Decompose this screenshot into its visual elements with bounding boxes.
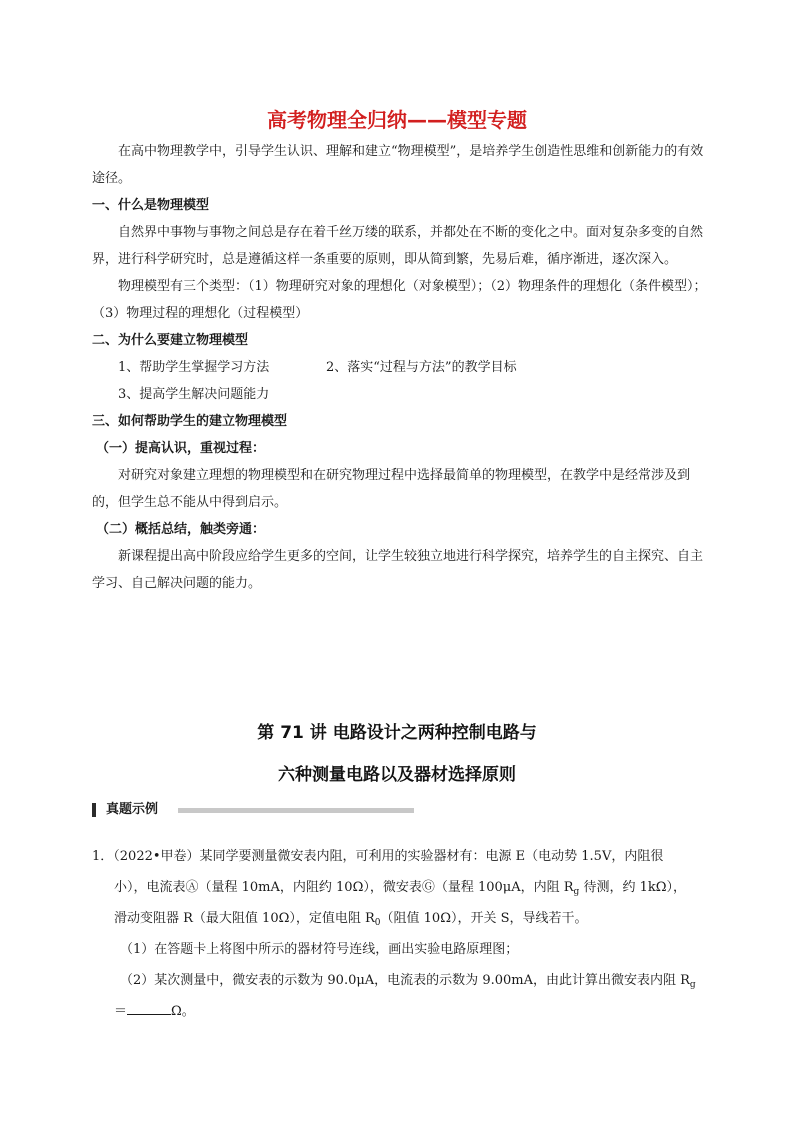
question-part1: （1）在答题卡上将图中所示的器材符号连线，画出实验电路原理图； [120,942,519,957]
section1-heading: 一、什么是物理模型 [92,198,210,213]
section1-paragraph2: 物理模型有三个类型：（1）物理研究对象的理想化（对象模型）；（2）物理条件的理想化（条件模型）；（3）物理过程的理想化（过程模型） [92,279,707,321]
section2-item2: 2、落实“过程与方法”的教学目标 [326,360,517,375]
main-title: 高考物理全归纳——模型专题 [267,108,527,132]
question-line3 [92,903,712,934]
question-line2-subscript: g [573,887,580,897]
section-bar-marker [92,803,96,817]
lecture-title-line1: 第 71 讲 电路设计之两种控制电路与 [257,723,537,743]
answer-blank[interactable] [127,1000,171,1015]
section2-item1: 1、帮助学生掌握学习方法 [118,360,270,375]
question-1 [92,841,712,1027]
section-bar [92,800,422,820]
question-part2 [92,965,712,996]
question-part2-subscript: g [689,980,696,990]
section3-sub2-text: 新课程提出高中阶段应给学生更多的空间，让学生较独立地进行科学探究，培养学生的自主探究、自主学习、自己解决问题的能力。 [92,549,704,591]
question-line2-text-b: 待测，约 1kΩ）， [579,880,687,895]
answer-unit: Ω。 [171,1004,195,1019]
question-line1: 1．（2022•甲卷）某同学要测量微安表内阻，可利用的实验器材有：电源 E（电动势 1.5V，内阻很 [92,849,664,864]
question-line2-text-a: 小），电流表Ⓐ（量程 10mA，内阻约 10Ω），微安表Ⓖ（量程 100μA，内阻 R [114,880,574,895]
intro-paragraph: 在高中物理教学中，引导学生认识、理解和建立“物理模型”，是培养学生创造性思维和创新能力的有效途径。 [92,144,704,186]
question-line3-text-b: （阻值 10Ω），开关 S，导线若干。 [380,911,588,926]
section2-items-row [92,354,712,381]
section3-sub1-text: 对研究对象建立理想的物理模型和在研究物理过程中选择最简单的物理模型，在教学中是经常涉及到的，但学生总不能从中得到启示。 [92,468,691,510]
section1-paragraph1: 自然界中事物与事物之间总是存在着千丝万缕的联系，并都处在不断的变化之中。面对复杂多变的自然界，进行科学研究时，总是遵循这样一条重要的原则，即从简到繁，先易后难，循序渐进，逐次深入。 [92,225,704,267]
lecture-title-line2: 六种测量电路以及器材选择原则 [278,765,516,785]
content-block-1 [92,138,712,597]
question-part2-text: （2）某次测量中，微安表的示数为 90.0μA，电流表的示数为 9.00mA，由此计算出微安表内阻 R [120,973,690,988]
section3-sub1-heading: （一）提高认识，重视过程： [96,441,266,456]
question-line2 [92,872,712,903]
section3-sub2-heading: （二）概括总结，触类旁通： [96,522,266,537]
section2-item3: 3、提高学生解决问题能力 [118,387,270,402]
section2-heading: 二、为什么要建立物理模型 [92,333,249,348]
question-answer-line [92,996,712,1027]
section-bar-rule [178,808,414,813]
question-line3-text-a: 滑动变阻器 R（最大阻值 10Ω），定值电阻 R [114,911,375,926]
section3-heading: 三、如何帮助学生的建立物理模型 [92,414,288,429]
answer-equals: ＝ [114,1004,128,1019]
question-line3-subscript: 0 [374,918,381,928]
section-bar-label: 真题示例 [106,802,159,817]
